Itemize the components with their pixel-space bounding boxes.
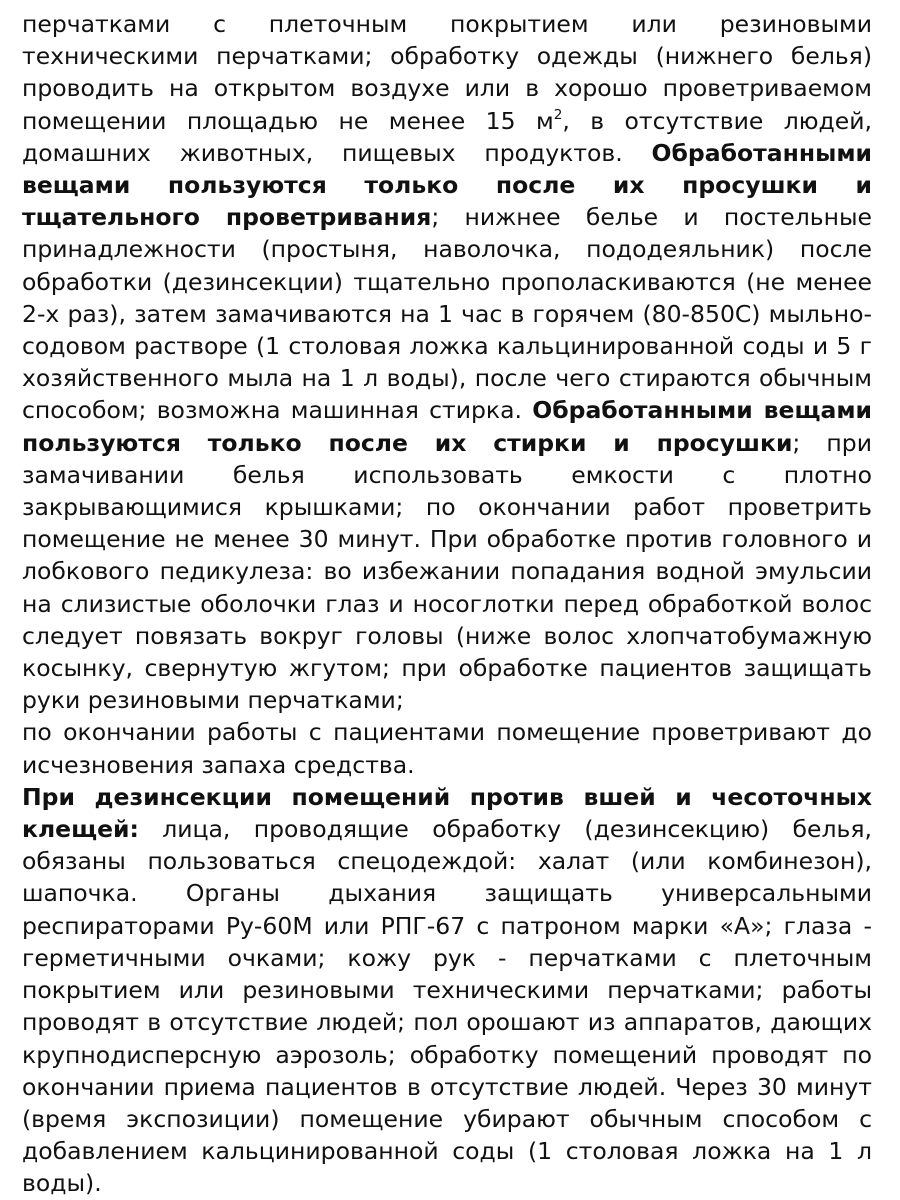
paragraph-ventilation: по окончании работы с пациентами помещение проветривают до исчезновения запаха средства. — [22, 718, 872, 779]
paragraph-text: ; при замачивании белья использовать емкости с плотно закрывающимися крышками; по окончании работ проветрить помещение не менее 30 минут. При обработке против головного и лобкового педикулеза: во избежании попадания водной эмульсии на слизистые оболочки глаз и носоглотки перед обработкой волос следует повязать вокруг головы (ниже волос хлопчатобумажную косынку, свернутую жгутом; при обработке пациентов защищать руки резиновыми перчатками; — [22, 428, 872, 715]
paragraph-text: , в отсутствие людей, домашних животных, пищевых продуктов. — [22, 106, 872, 167]
paragraph-text: перчатками с плеточным покрытием или резиновыми техническими перчатками; обработку одежды (нижнего белья) проводить на открытом воздухе или в хорошо проветриваемом помещении площадью не менее 15 м — [22, 10, 872, 135]
superscript-2: 2 — [553, 106, 563, 123]
paragraph-disinsection-clothing — [22, 8, 872, 716]
bold-heading-room-disinsection: При дезинсекции помещений против вшей и чесоточных клещей: — [22, 782, 872, 844]
paragraph-text: ; нижнее белье и постельные принадлежности (простыня, наволочка, пододеяльник) после обработки (дезинсекции) тщательно прополаскиваются (не менее 2-х раз), затем замачиваются на 1 час в горячем (80-850С) мыльно-содовом растворе (1 столовая ложка кальцинированной соды и 5 г хозяйственного мыла на 1 л воды), после чего стираются обычным способом; возможна машинная стирка. — [22, 203, 872, 425]
paragraph-text: лица, проводящие обработку (дезинсекцию) белья, обязаны пользоваться спецодеждой: халат (или комбинезон), шапочка. Органы дыхания защищать универсальными респираторами Ру-60М или РПГ-67 с патроном марки «А»; глаза - герметичными очками; кожу рук - перчатками с плеточным покрытием или резиновыми техническими перчатками; работы проводят в отсутствие людей; пол орошают из аппаратов, дающих крупнодисперсную аэрозоль; обработку помещений проводят по окончании приема пациентов в отсутствие людей. Через 30 минут (время экспозиции) помещение убирают обычным способом с добавлением кальцинированной соды (1 столовая ложка на 1 л воды). — [22, 815, 872, 1198]
paragraph-room-disinsection — [22, 781, 872, 1200]
bold-emphasis: Обработанными вещами пользуются только после их просушки и тщательного проветривания — [22, 138, 872, 232]
bold-emphasis: Обработанными вещами пользуются только после их стирки и просушки — [22, 396, 872, 457]
